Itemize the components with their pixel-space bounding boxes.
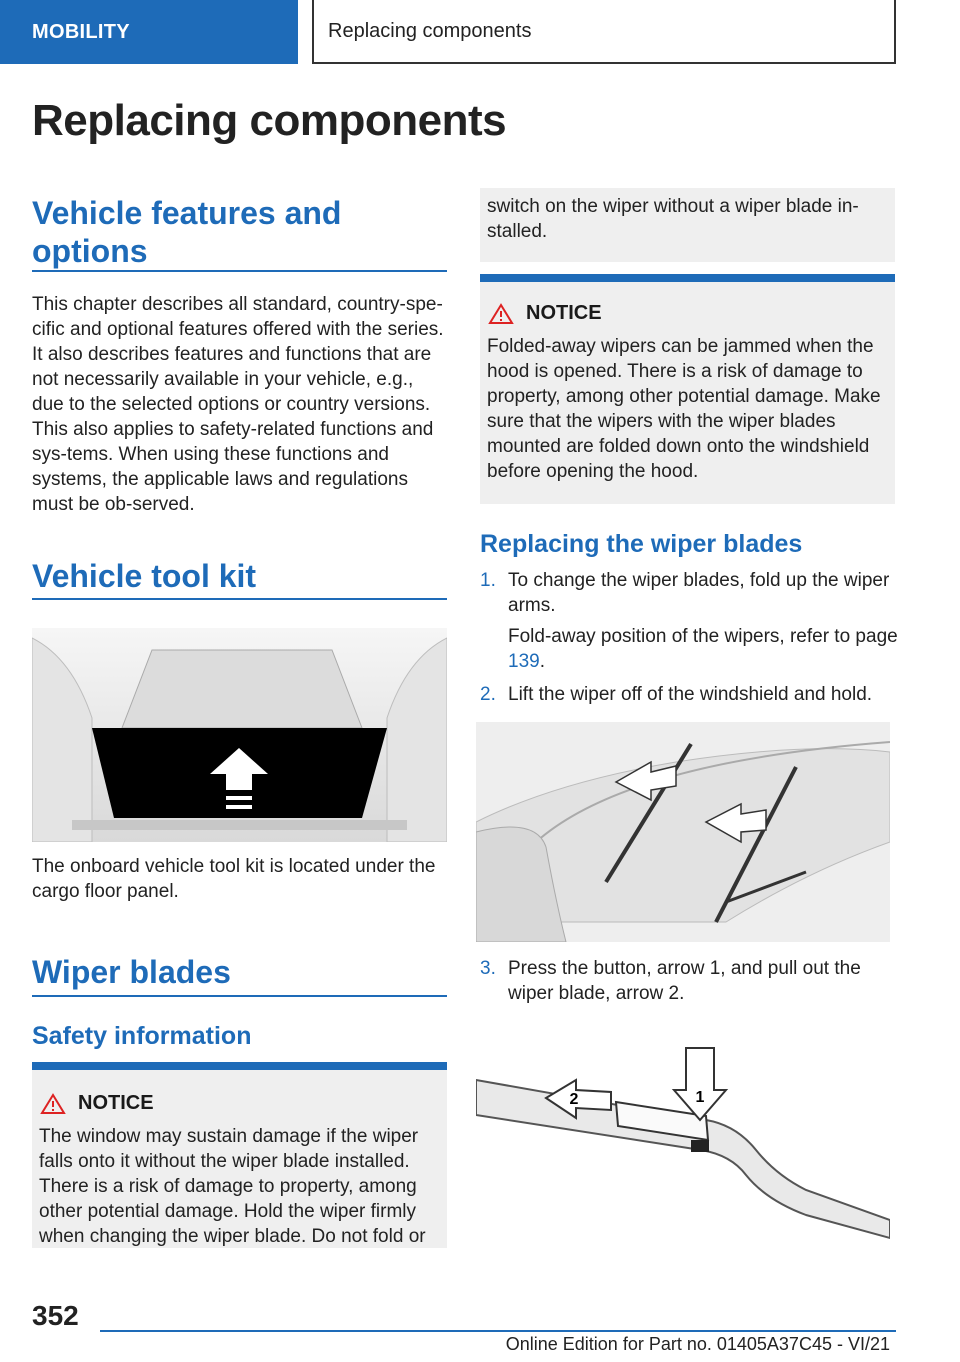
heading-wiper-blades: Wiper blades [32,954,231,990]
header-section-tab [0,0,298,64]
windshield-drawing [476,722,890,942]
heading-rule [32,995,447,997]
heading-safety-information: Safety information [32,1022,252,1050]
warning-icon [40,1093,66,1115]
step-subtext-lead: Fold-away position of the wipers, refer to page [508,626,898,647]
heading-vehicle-features: Vehicle features and options [32,195,342,269]
heading-rule [32,598,447,600]
heading-rule [32,270,447,272]
step-number: 2. [480,684,496,705]
wiper-blade-drawing [476,1040,890,1240]
notice-bar [32,1062,447,1070]
notice-heading [40,1092,154,1115]
arrow-2-label: 2 [569,1091,579,1108]
notice-bar [480,274,895,282]
step-subtext [508,624,898,674]
step-number: 1. [480,570,496,591]
notice-heading [488,302,602,325]
cargo-area-drawing [32,628,447,842]
cargo-area-illustration [32,628,447,842]
features-paragraph: This chapter describes all standard, country-spe-cific and optional features offered with the series. It also describes features and functions that are not necessarily available in your vehicle, e.g., due to the selected options or country versions. This also applies to safety-related functions and sys-tems. When using these functions and systems, the applicable laws and regulations must be ob-served. [32,294,444,515]
footer-edition: Online Edition for Part no. 01405A37C45 - VI/21 [505,1334,890,1354]
footer-rule [100,1330,896,1332]
windshield-wiper-illustration [476,722,890,942]
wiper-blade-release-illustration [476,1040,890,1240]
toolkit-paragraph: The onboard vehicle tool kit is located under the cargo floor panel. [32,856,436,902]
notice-text: The window may sustain damage if the wiper falls onto it without the wiper blade installed. There is a risk of damage to property, among other potential damage. Hold the wiper firmly when changing the wiper blade. Do not fold or [39,1126,426,1247]
heading-vehicle-tool-kit: Vehicle tool kit [32,558,257,594]
warning-icon [488,303,514,325]
step-text: To change the wiper blades, fold up the wiper arms. [508,570,890,616]
notice-continuation-box [480,188,895,262]
step-3 [480,956,898,1008]
heading-replacing-wiper-blades: Replacing the wiper blades [480,530,803,558]
notice-label: NOTICE [526,302,602,324]
page-link[interactable]: 139 [508,651,540,672]
step-subtext-end: . [539,651,545,672]
arrow-1-label: 1 [695,1089,705,1106]
notice-label: NOTICE [78,1092,154,1114]
notice-text: Folded-away wipers can be jammed when the hood is opened. There is a risk of damage to property, among other potential damage. Make sure that the wipers with the wiper blades mounted are folded down onto the windshield before opening the hood. [487,336,881,482]
notice-continuation-text: switch on the wiper without a wiper blade in-stalled. [487,196,859,242]
step-2 [480,682,898,708]
notice-box [480,274,895,504]
step-number: 3. [480,958,496,979]
notice-box [32,1062,447,1248]
step-text: Lift the wiper off of the windshield and hold. [508,684,873,705]
page-number: 352 [32,1300,79,1331]
page-title: Replacing components [32,96,507,145]
step-1 [480,568,898,678]
step-text: Press the button, arrow 1, and pull out the wiper blade, arrow 2. [508,958,861,1004]
header-section-label: MOBILITY [32,20,130,43]
header-topic-tab [312,0,896,64]
header-topic-label: Replacing components [328,19,532,42]
